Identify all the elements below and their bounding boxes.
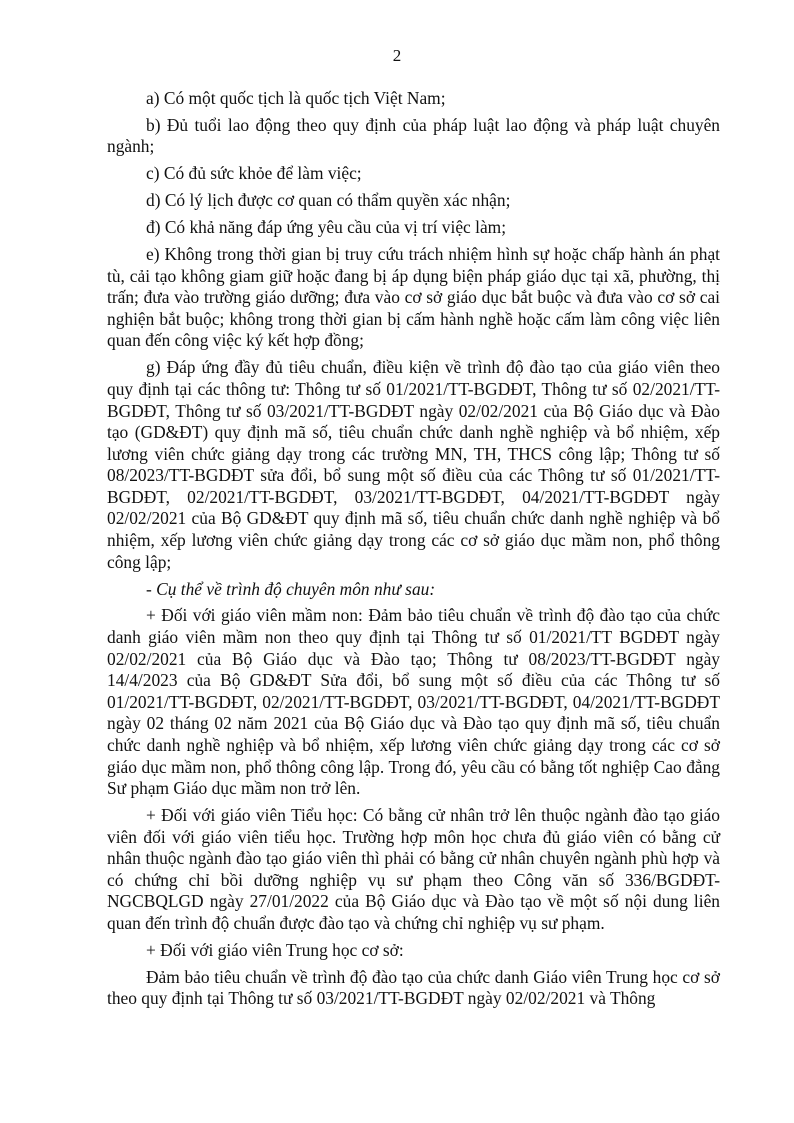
paragraph-e-no-prosecution: e) Không trong thời gian bị truy cứu trách nhiệm hình sự hoặc chấp hành án phạt tù, cải tạo không giam giữ hoặc đang bị áp dụng biện pháp giáo dục tại xã, phường, thị trấn; đưa vào trường giáo dưỡng; đưa vào cơ sở giáo dục bắt buộc và đưa vào cơ sở cai nghiện bắt buộc; không trong thời gian bị cấm hành nghề hoặc cấm làm công việc liên quan đến công việc ký kết hợp đồng;	[107, 244, 720, 351]
paragraph-g-training-standards: g) Đáp ứng đầy đủ tiêu chuẩn, điều kiện về trình độ đào tạo của giáo viên theo quy định tại các thông tư: Thông tư số 01/2021/TT-BGDĐT, Thông tư số 02/2021/TT-BGDĐT, Thông tư số 03/2021/TT-BGDĐT ngày 02/02/2021 của Bộ Giáo dục và Đào tạo (GD&ĐT) quy định mã số, tiêu chuẩn chức danh nghề nghiệp và bổ nhiệm, xếp lương viên chức giảng dạy trong các trường MN, TH, THCS công lập; Thông tư số 08/2023/TT-BGDĐT sửa đổi, bổ sung một số điều của các Thông tư số 01/2021/TT-BGDĐT, 02/2021/TT-BGDĐT, 03/2021/TT-BGDĐT, 04/2021/TT-BGDĐT ngày 02/02/2021 của Bộ GD&ĐT quy định mã số, tiêu chuẩn chức danh nghề nghiệp và bổ nhiệm, xếp lương viên chức giảng dạy trong các cơ sở giáo dục mầm non, phổ thông công lập;	[107, 357, 720, 572]
paragraph-lower-secondary-heading: + Đối với giáo viên Trung học cơ sở:	[146, 939, 404, 960]
paragraph-a-nationality: a) Có một quốc tịch là quốc tịch Việt Nam;	[146, 88, 446, 108]
paragraph-primary-teachers: + Đối với giáo viên Tiểu học: Có bằng cử nhân trở lên thuộc ngành đào tạo giáo viên đối với giáo viên tiểu học. Trường hợp môn học chưa đủ giáo viên có bằng cử nhân thuộc ngành đào tạo giáo viên thì phải có bằng cử nhân chuyên ngành phù hợp và có chứng chỉ bồi dưỡng nghiệp vụ sư phạm theo Công văn số 336/BGDĐT-NGCBQLGD ngày 27/01/2022 của Bộ Giáo dục và Đào tạo về một số nội dung liên quan đến trình độ chuẩn được đào tạo và chứng chỉ nghiệp vụ sư phạm.	[107, 805, 720, 934]
document-body	[107, 88, 720, 1015]
paragraph-preschool-teachers: + Đối với giáo viên mầm non: Đảm bảo tiêu chuẩn về trình độ đào tạo của chức danh giáo viên mầm non theo quy định tại Thông tư số 01/2021/TT BGDĐT ngày 02/02/2021 của Bộ Giáo dục và Đào tạo; Thông tư 08/2023/TT-BGDĐT ngày 14/4/2023 của Bộ GD&ĐT Sửa đổi, bổ sung một số điều của các Thông tư số 01/2021/TT-BGDĐT, 02/2021/TT-BGDĐT, 03/2021/TT-BGDĐT, 04/2021/TT-BGDĐT ngày 02 tháng 02 năm 2021 của Bộ Giáo dục và Đào tạo quy định mã số, tiêu chuẩn chức danh nghề nghiệp và bổ nhiệm, xếp lương viên chức giảng dạy trong các cơ sở giáo dục mầm non, phổ thông công lập. Trong đó, yêu cầu có bằng tốt nghiệp Cao đẳng Sư phạm Giáo dục mầm non trở lên.	[107, 605, 720, 799]
paragraph-d-background: d) Có lý lịch được cơ quan có thẩm quyền xác nhận;	[146, 190, 511, 211]
page-number: 2	[392, 46, 402, 65]
paragraph-qualification-heading: - Cụ thể về trình độ chuyên môn như sau:	[146, 578, 436, 599]
paragraph-dd-position-requirements: đ) Có khả năng đáp ứng yêu cầu của vị trí việc làm;	[146, 217, 507, 238]
paragraph-c-health: c) Có đủ sức khỏe để làm việc;	[146, 163, 362, 184]
paragraph-b-working-age: b) Đủ tuổi lao động theo quy định của pháp luật lao động và pháp luật chuyên ngành;	[107, 114, 720, 157]
paragraph-lower-secondary-standards: Đảm bảo tiêu chuẩn về trình độ đào tạo của chức danh Giáo viên Trung học cơ sở theo quy định tại Thông tư số 03/2021/TT-BGDĐT ngày 02/02/2021 và Thông	[107, 966, 720, 1009]
